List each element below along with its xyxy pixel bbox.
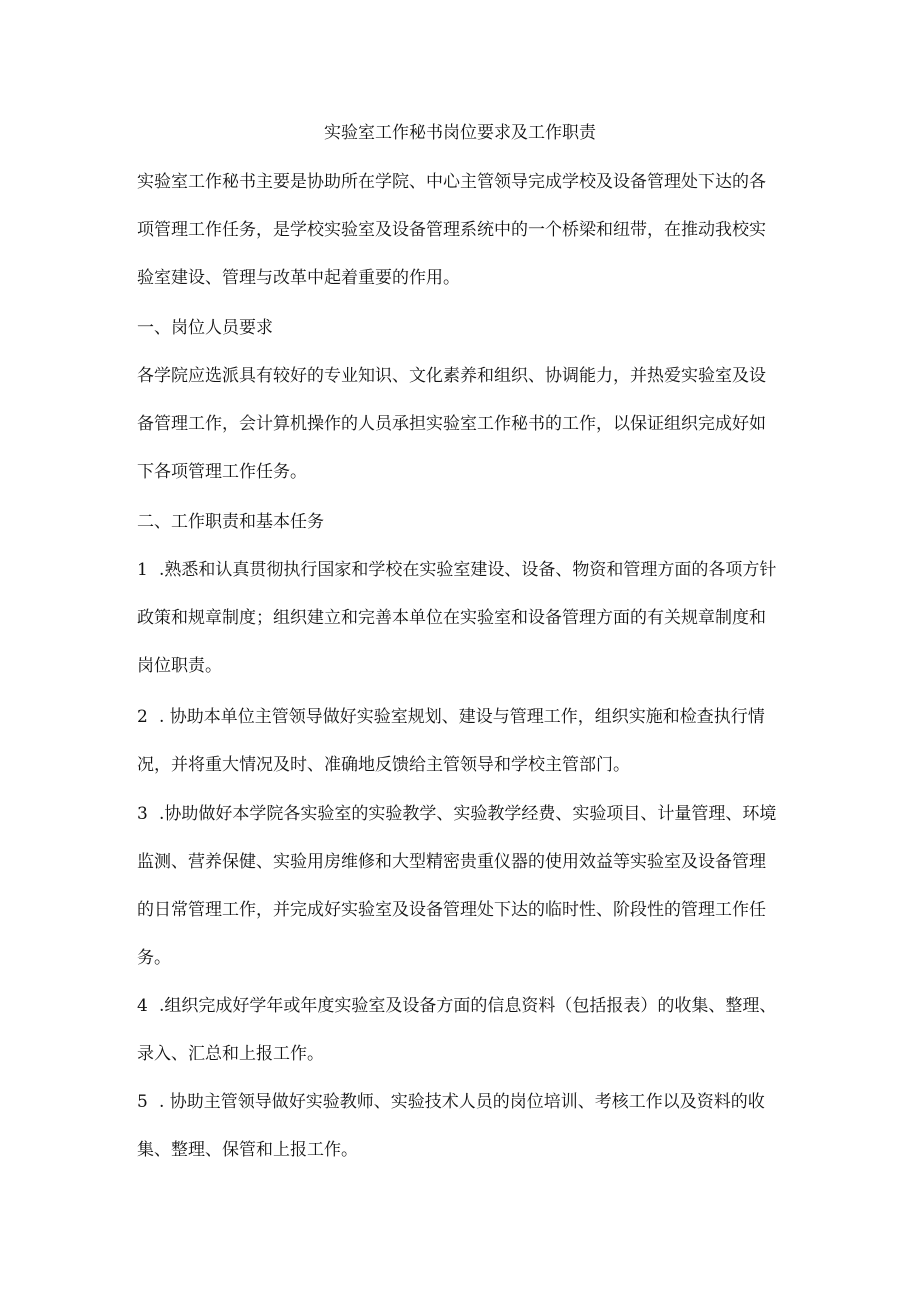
item-line: 政策和规章制度；组织建立和完善本单位在实验室和设备管理方面的有关规章制度和 <box>137 608 766 628</box>
section1-heading <box>137 304 787 352</box>
item-line: . 协助本单位主管领导做好实验室规划、建设与管理工作，组织实施和检查执行情 <box>159 707 765 727</box>
intro-line: 验室建设、管理与改革中起着重要的作用。 <box>137 268 460 288</box>
list-item <box>137 982 787 1078</box>
item-line: 况，并将重大情况及时、准确地反馈给主管领导和学校主管部门。 <box>137 755 630 775</box>
paragraph-line: 各学院应选派具有较好的专业知识、文化素养和组织、协调能力，并热爱实验室及设 <box>137 366 766 386</box>
item-line: 岗位职责。 <box>137 656 222 676</box>
document-title: 实验室工作秘书岗位要求及工作职责 <box>324 123 596 143</box>
intro-paragraph <box>137 158 787 302</box>
paragraph-line: 备管理工作，会计算机操作的人员承担实验室工作秘书的工作，以保证组织完成好如 <box>137 414 766 434</box>
paragraph-line: 下各项管理工作任务。 <box>137 462 307 482</box>
list-item <box>137 546 787 690</box>
item-number: 1 <box>137 560 148 580</box>
list-item <box>137 790 787 982</box>
section1-paragraph <box>137 352 787 496</box>
section-heading: 一、岗位人员要求 <box>137 318 273 338</box>
item-number: 5 <box>137 1092 148 1112</box>
item-line: 务。 <box>137 948 171 968</box>
item-number: 4 <box>137 996 148 1016</box>
item-line: 的日常管理工作，并完成好实验室及设备管理处下达的临时性、阶段性的管理工作任 <box>137 900 766 920</box>
item-line: .协助做好本学院各实验室的实验教学、实验教学经费、实验项目、计量管理、环境 <box>159 804 777 824</box>
list-item <box>137 1078 787 1174</box>
list-item <box>137 693 787 789</box>
item-line: .熟悉和认真贯彻执行国家和学校在实验室建设、设备、物资和管理方面的各项方针 <box>159 560 777 580</box>
section2-heading <box>137 498 787 546</box>
item-line: 录入、汇总和上报工作。 <box>137 1044 324 1064</box>
item-number: 2 <box>137 707 148 727</box>
item-line: 集、整理、保管和上报工作。 <box>137 1140 358 1160</box>
intro-line: 实验室工作秘书主要是协助所在学院、中心主管领导完成学校及设备管理处下达的各 <box>137 172 766 192</box>
item-number: 3 <box>137 804 148 824</box>
intro-line: 项管理工作任务，是学校实验室及设备管理系统中的一个桥梁和纽带，在推动我校实 <box>137 220 766 240</box>
item-line: . 协助主管领导做好实验教师、实验技术人员的岗位培训、考核工作以及资料的收 <box>159 1092 765 1112</box>
item-line: .组织完成好学年或年度实验室及设备方面的信息资料（包括报表）的收集、整理、 <box>159 996 777 1016</box>
section-heading: 二、工作职责和基本任务 <box>137 512 324 532</box>
item-line: 监测、营养保健、实验用房维修和大型精密贵重仪器的使用效益等实验室及设备管理 <box>137 852 766 872</box>
